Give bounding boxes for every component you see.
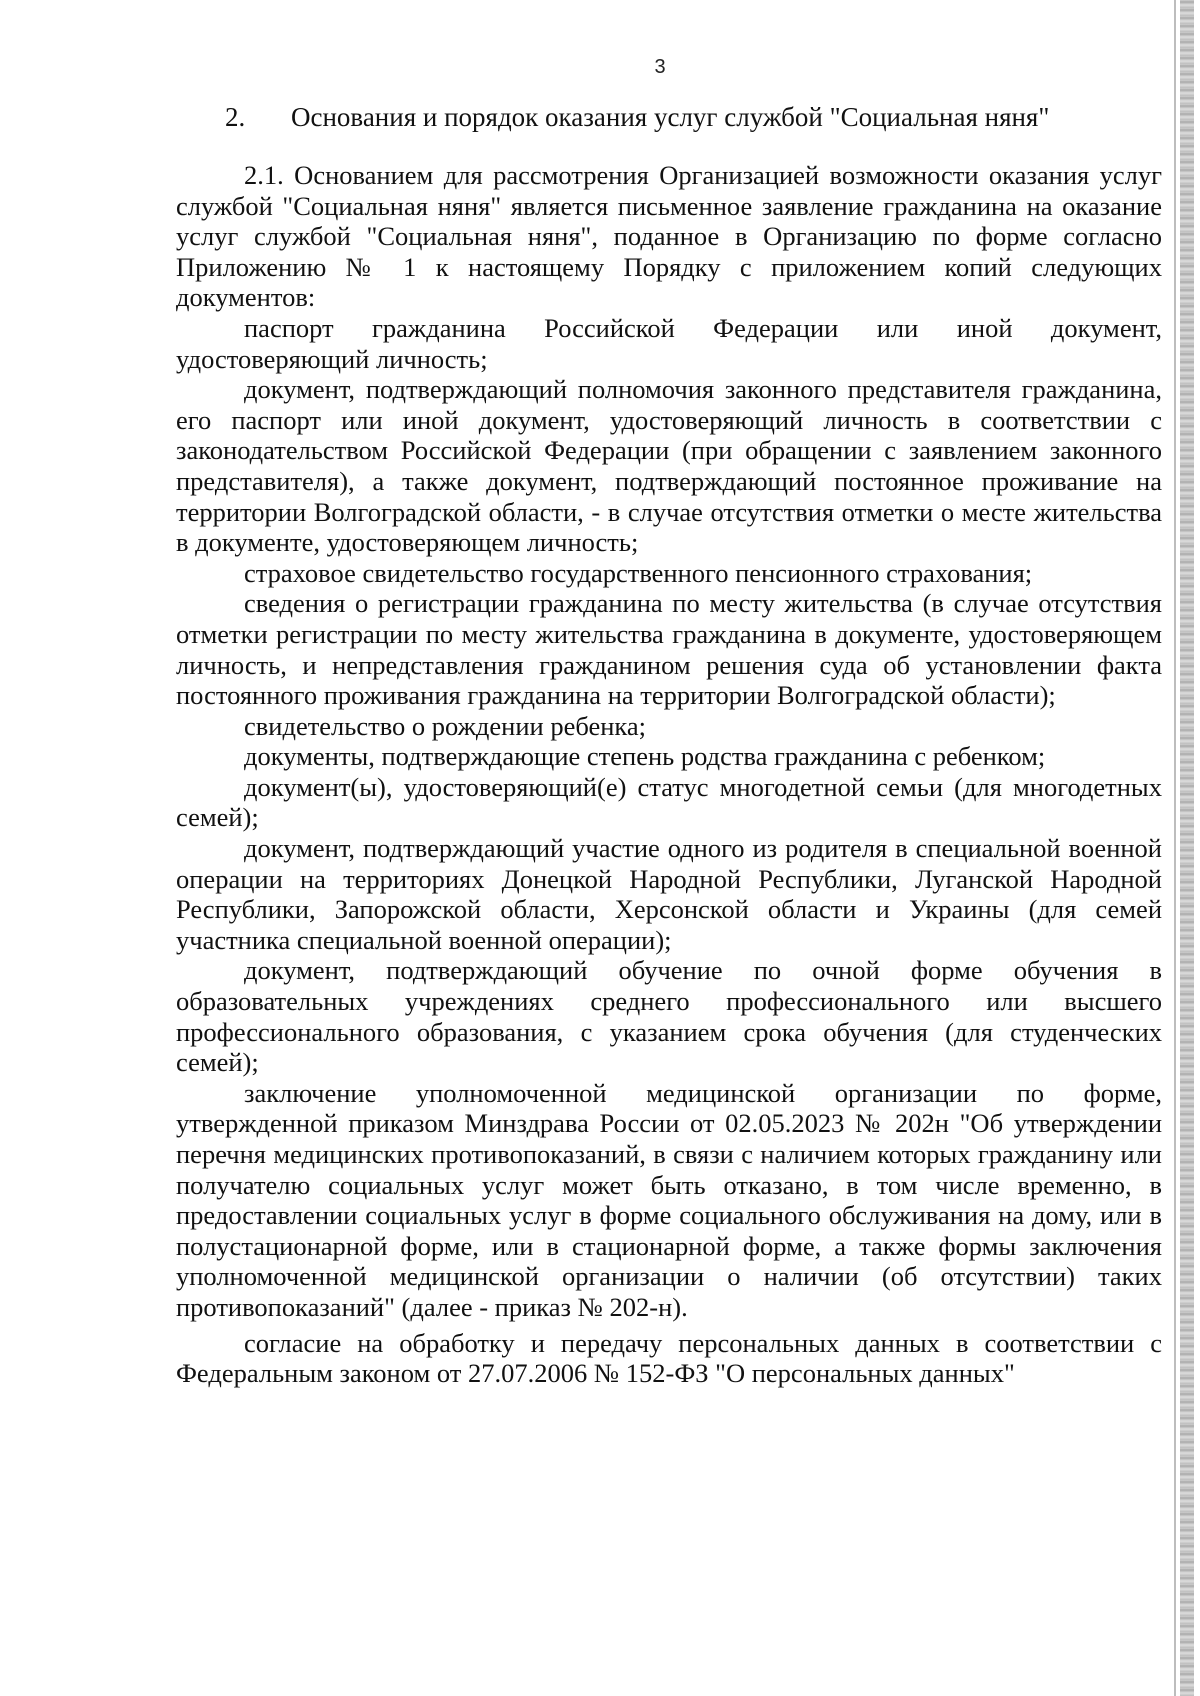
list-item-personal-data-consent: согласие на обработку и передачу персональных данных в соответствии с Федеральным законом от 27.07.2006 № 152-ФЗ "О персональных данных" bbox=[176, 1327, 1162, 1389]
section-heading bbox=[225, 100, 1140, 134]
section-title: Основания и порядок оказания услуг службой "Социальная няня" bbox=[291, 102, 1050, 132]
list-item-representative-document: документ, подтверждающий полномочия законного представителя гражданина, его паспорт или иной документ, удостоверяющий личность в соответствии с законодательством Российской Федерации (при обращении с заявлением законного представителя), а также документ, подтверждающий постоянное проживание на территории Волгоградской области, - в случае отсутствия отметки о месте жительства в документе, удостоверяющем личность; bbox=[176, 374, 1162, 558]
scan-edge-shadow bbox=[1180, 0, 1194, 1696]
list-item-passport: паспорт гражданина Российской Федерации или иной документ, удостоверяющий личность; bbox=[176, 312, 1162, 374]
list-item-large-family-status: документ(ы), удостоверяющий(е) статус многодетной семьи (для многодетных семей); bbox=[176, 771, 1162, 833]
paragraph-2-1: 2.1. Основанием для рассмотрения Организацией возможности оказания услуг службой "Социальная няня" является письменное заявление гражданина на оказание услуг службой "Социальная няня", поданное в Организацию по форме согласно Приложению № 1 к настоящему Порядку с приложением копий следующих документов: bbox=[176, 160, 1162, 313]
section-number: 2. bbox=[225, 102, 246, 132]
page-number: 3 bbox=[654, 56, 666, 78]
list-item-kinship-documents: документы, подтверждающие степень родства гражданина с ребенком; bbox=[244, 741, 1046, 772]
list-item-military-operation: документ, подтверждающий участие одного из родителя в специальной военной операции на территориях Донецкой Народной Республики, Луганской Народной Республики, Запорожской области, Херсонской области и Украины (для семей участника специальной военной операции); bbox=[176, 833, 1162, 955]
list-item-student-status: документ, подтверждающий обучение по очной форме обучения в образовательных учреждениях среднего профессионального или высшего профессионального образования, с указанием срока обучения (для студенческих семей); bbox=[176, 955, 1162, 1078]
list-item-birth-certificate: свидетельство о рождении ребенка; bbox=[244, 710, 647, 741]
body-text bbox=[176, 160, 1162, 1389]
list-item-registration-info: сведения о регистрации гражданина по месту жительства (в случае отсутствия отметки регистрации по месту жительства гражданина в документе, удостоверяющем личность, и непредставления гражданином решения суда об установлении факта постоянного проживания гражданина на территории Волгоградской области); bbox=[176, 588, 1162, 711]
scan-edge-line bbox=[1174, 0, 1176, 1696]
list-item-pension-certificate: страховое свидетельство государственного пенсионного страхования; bbox=[244, 557, 1033, 588]
list-item-medical-conclusion: заключение уполномоченной медицинской организации по форме, утвержденной приказом Минздрава России от 02.05.2023 № 202н "Об утверждении перечня медицинских противопоказаний, в связи с наличием которых гражданину или получателю социальных услуг может быть отказано, в том числе временно, в предоставлении социальных услуг в форме социального обслуживания на дому, или в полустационарной форме, или в стационарной форме, а также формы заключения уполномоченной медицинской организации о наличии (об отсутствии) таких противопоказаний" (далее - приказ № 202-н). bbox=[176, 1077, 1162, 1322]
